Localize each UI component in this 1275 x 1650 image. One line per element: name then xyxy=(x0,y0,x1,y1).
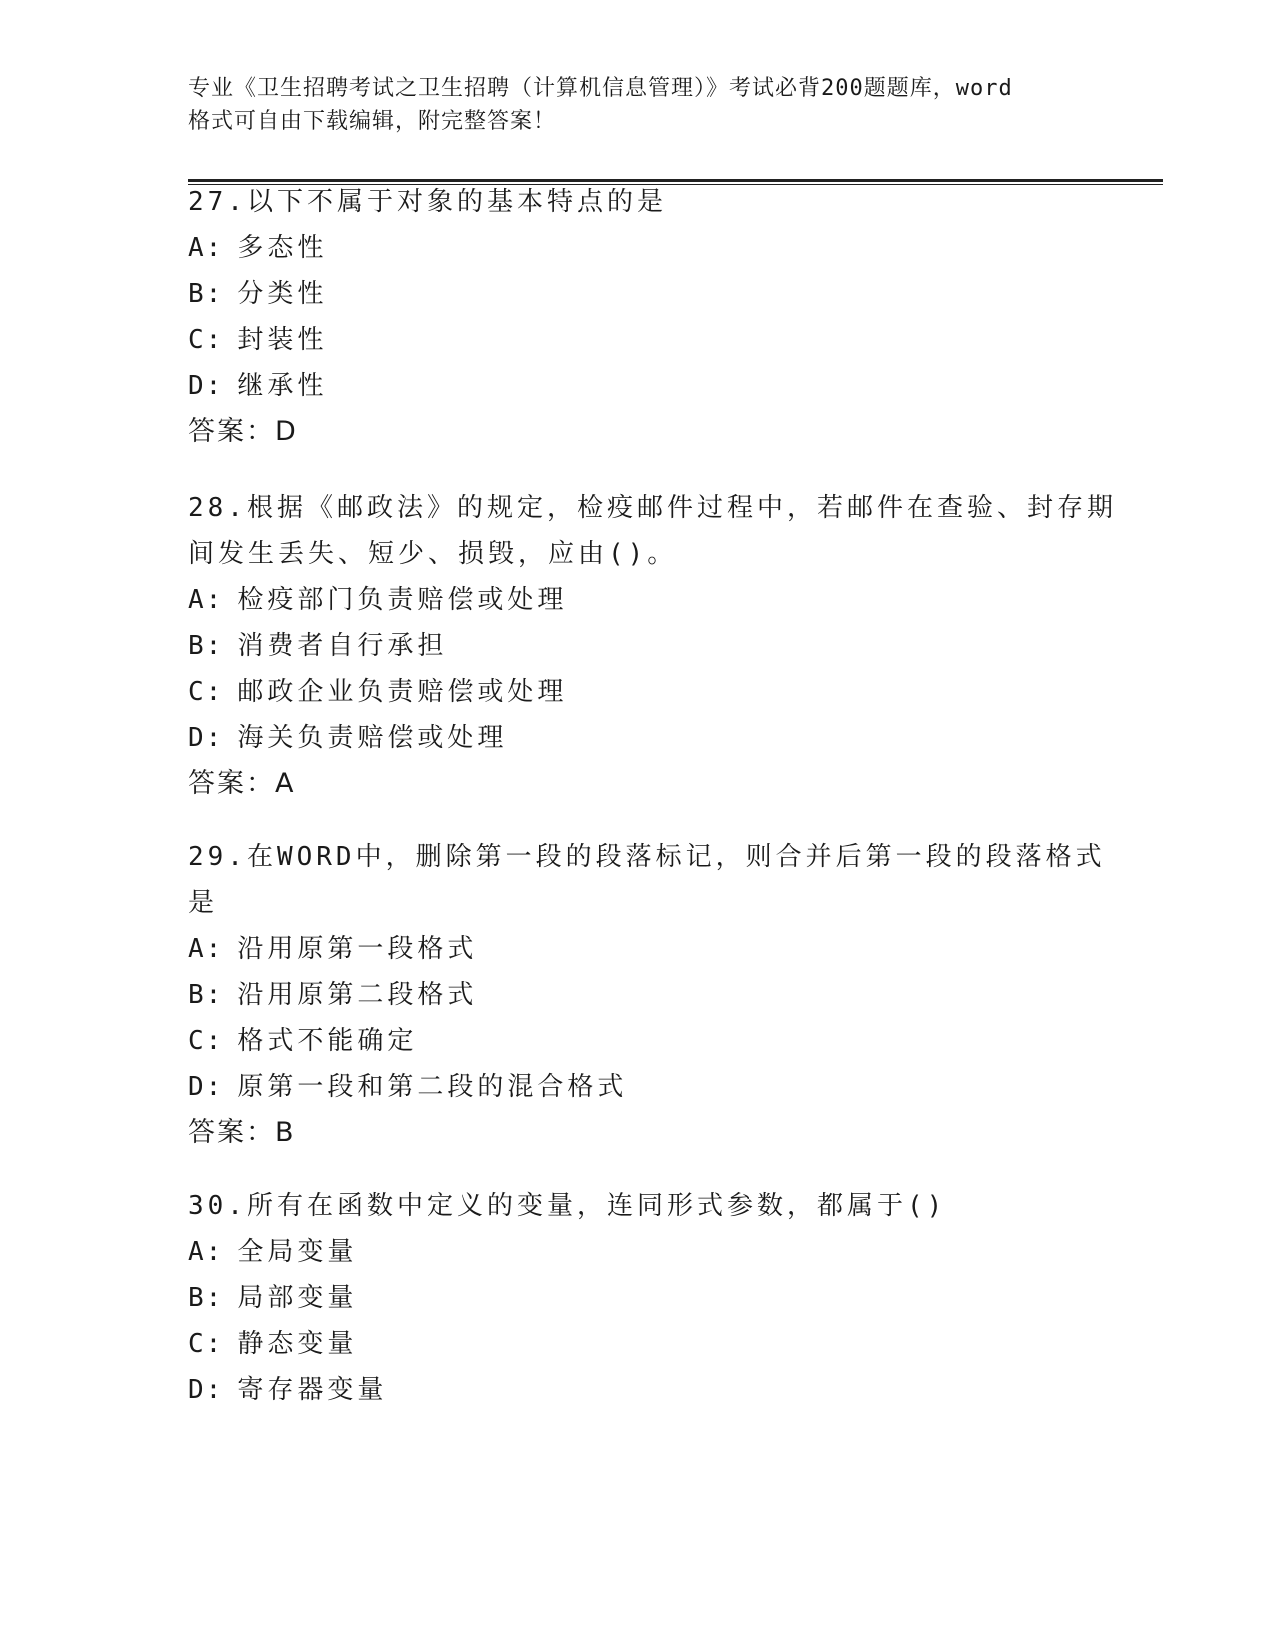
option-key: D: xyxy=(188,1072,224,1102)
question-27 xyxy=(188,179,1088,455)
option-text: 沿用原第二段格式 xyxy=(237,980,478,1010)
option-text: 分类性 xyxy=(237,279,328,309)
option-text: 全局变量 xyxy=(237,1237,358,1267)
question-stem-continued: 间发生丢失、短少、损毁，应由()。 xyxy=(188,539,678,569)
option-c xyxy=(188,1321,1088,1367)
option-key: D: xyxy=(188,1375,224,1405)
option-b xyxy=(188,972,1088,1018)
option-text: 多态性 xyxy=(237,233,328,263)
header-line-1: 专业《卫生招聘考试之卫生招聘（计算机信息管理）》考试必背200题题库，word xyxy=(188,76,1013,101)
option-b xyxy=(188,1275,1088,1321)
option-key: A: xyxy=(188,1237,224,1267)
option-key: D: xyxy=(188,723,224,753)
answer-line: 答案：B xyxy=(188,1117,296,1148)
question-stem-continued: 是 xyxy=(188,888,219,918)
option-b xyxy=(188,271,1088,317)
option-key: C: xyxy=(188,677,224,707)
option-c xyxy=(188,669,1088,715)
option-d xyxy=(188,1367,1088,1413)
option-d xyxy=(188,1064,1088,1110)
option-text: 检疫部门负责赔偿或处理 xyxy=(237,585,568,615)
question-30 xyxy=(188,1183,1088,1413)
header-line-2: 格式可自由下载编辑，附完整答案！ xyxy=(188,109,557,134)
question-stem: 27.以下不属于对象的基本特点的是 xyxy=(188,187,667,217)
answer-line: 答案：A xyxy=(188,768,296,799)
option-text: 原第一段和第二段的混合格式 xyxy=(237,1072,628,1102)
option-key: C: xyxy=(188,325,224,355)
option-key: B: xyxy=(188,1283,224,1313)
option-text: 海关负责赔偿或处理 xyxy=(237,723,508,753)
question-stem: 28.根据《邮政法》的规定，检疫邮件过程中，若邮件在查验、封存期 xyxy=(188,493,1117,523)
option-key: D: xyxy=(188,371,224,401)
option-text: 局部变量 xyxy=(237,1283,358,1313)
option-key: B: xyxy=(188,631,224,661)
document-header xyxy=(188,72,1088,138)
option-key: C: xyxy=(188,1329,224,1359)
question-29 xyxy=(188,834,1106,1156)
option-c xyxy=(188,1018,1088,1064)
option-key: B: xyxy=(188,980,224,1010)
option-text: 消费者自行承担 xyxy=(237,631,448,661)
option-a xyxy=(188,1229,1088,1275)
option-text: 继承性 xyxy=(237,371,328,401)
option-a xyxy=(188,225,1088,271)
option-a xyxy=(188,577,1088,623)
option-key: B: xyxy=(188,279,224,309)
option-d xyxy=(188,363,1088,409)
option-text: 沿用原第一段格式 xyxy=(237,934,478,964)
option-a xyxy=(188,926,1088,972)
option-text: 邮政企业负责赔偿或处理 xyxy=(237,677,568,707)
option-key: A: xyxy=(188,585,224,615)
option-b xyxy=(188,623,1088,669)
option-d xyxy=(188,715,1088,761)
option-text: 封装性 xyxy=(237,325,328,355)
option-c xyxy=(188,317,1088,363)
option-text: 静态变量 xyxy=(237,1329,358,1359)
option-text: 格式不能确定 xyxy=(237,1026,418,1056)
option-text: 寄存器变量 xyxy=(237,1375,388,1405)
question-stem: 30.所有在函数中定义的变量，连同形式参数，都属于() xyxy=(188,1191,947,1221)
option-key: C: xyxy=(188,1026,224,1056)
option-key: A: xyxy=(188,934,224,964)
option-key: A: xyxy=(188,233,224,263)
question-28 xyxy=(188,485,1117,807)
question-stem: 29.在WORD中，删除第一段的段落标记，则合并后第一段的段落格式 xyxy=(188,842,1106,872)
answer-line: 答案：D xyxy=(188,416,298,447)
